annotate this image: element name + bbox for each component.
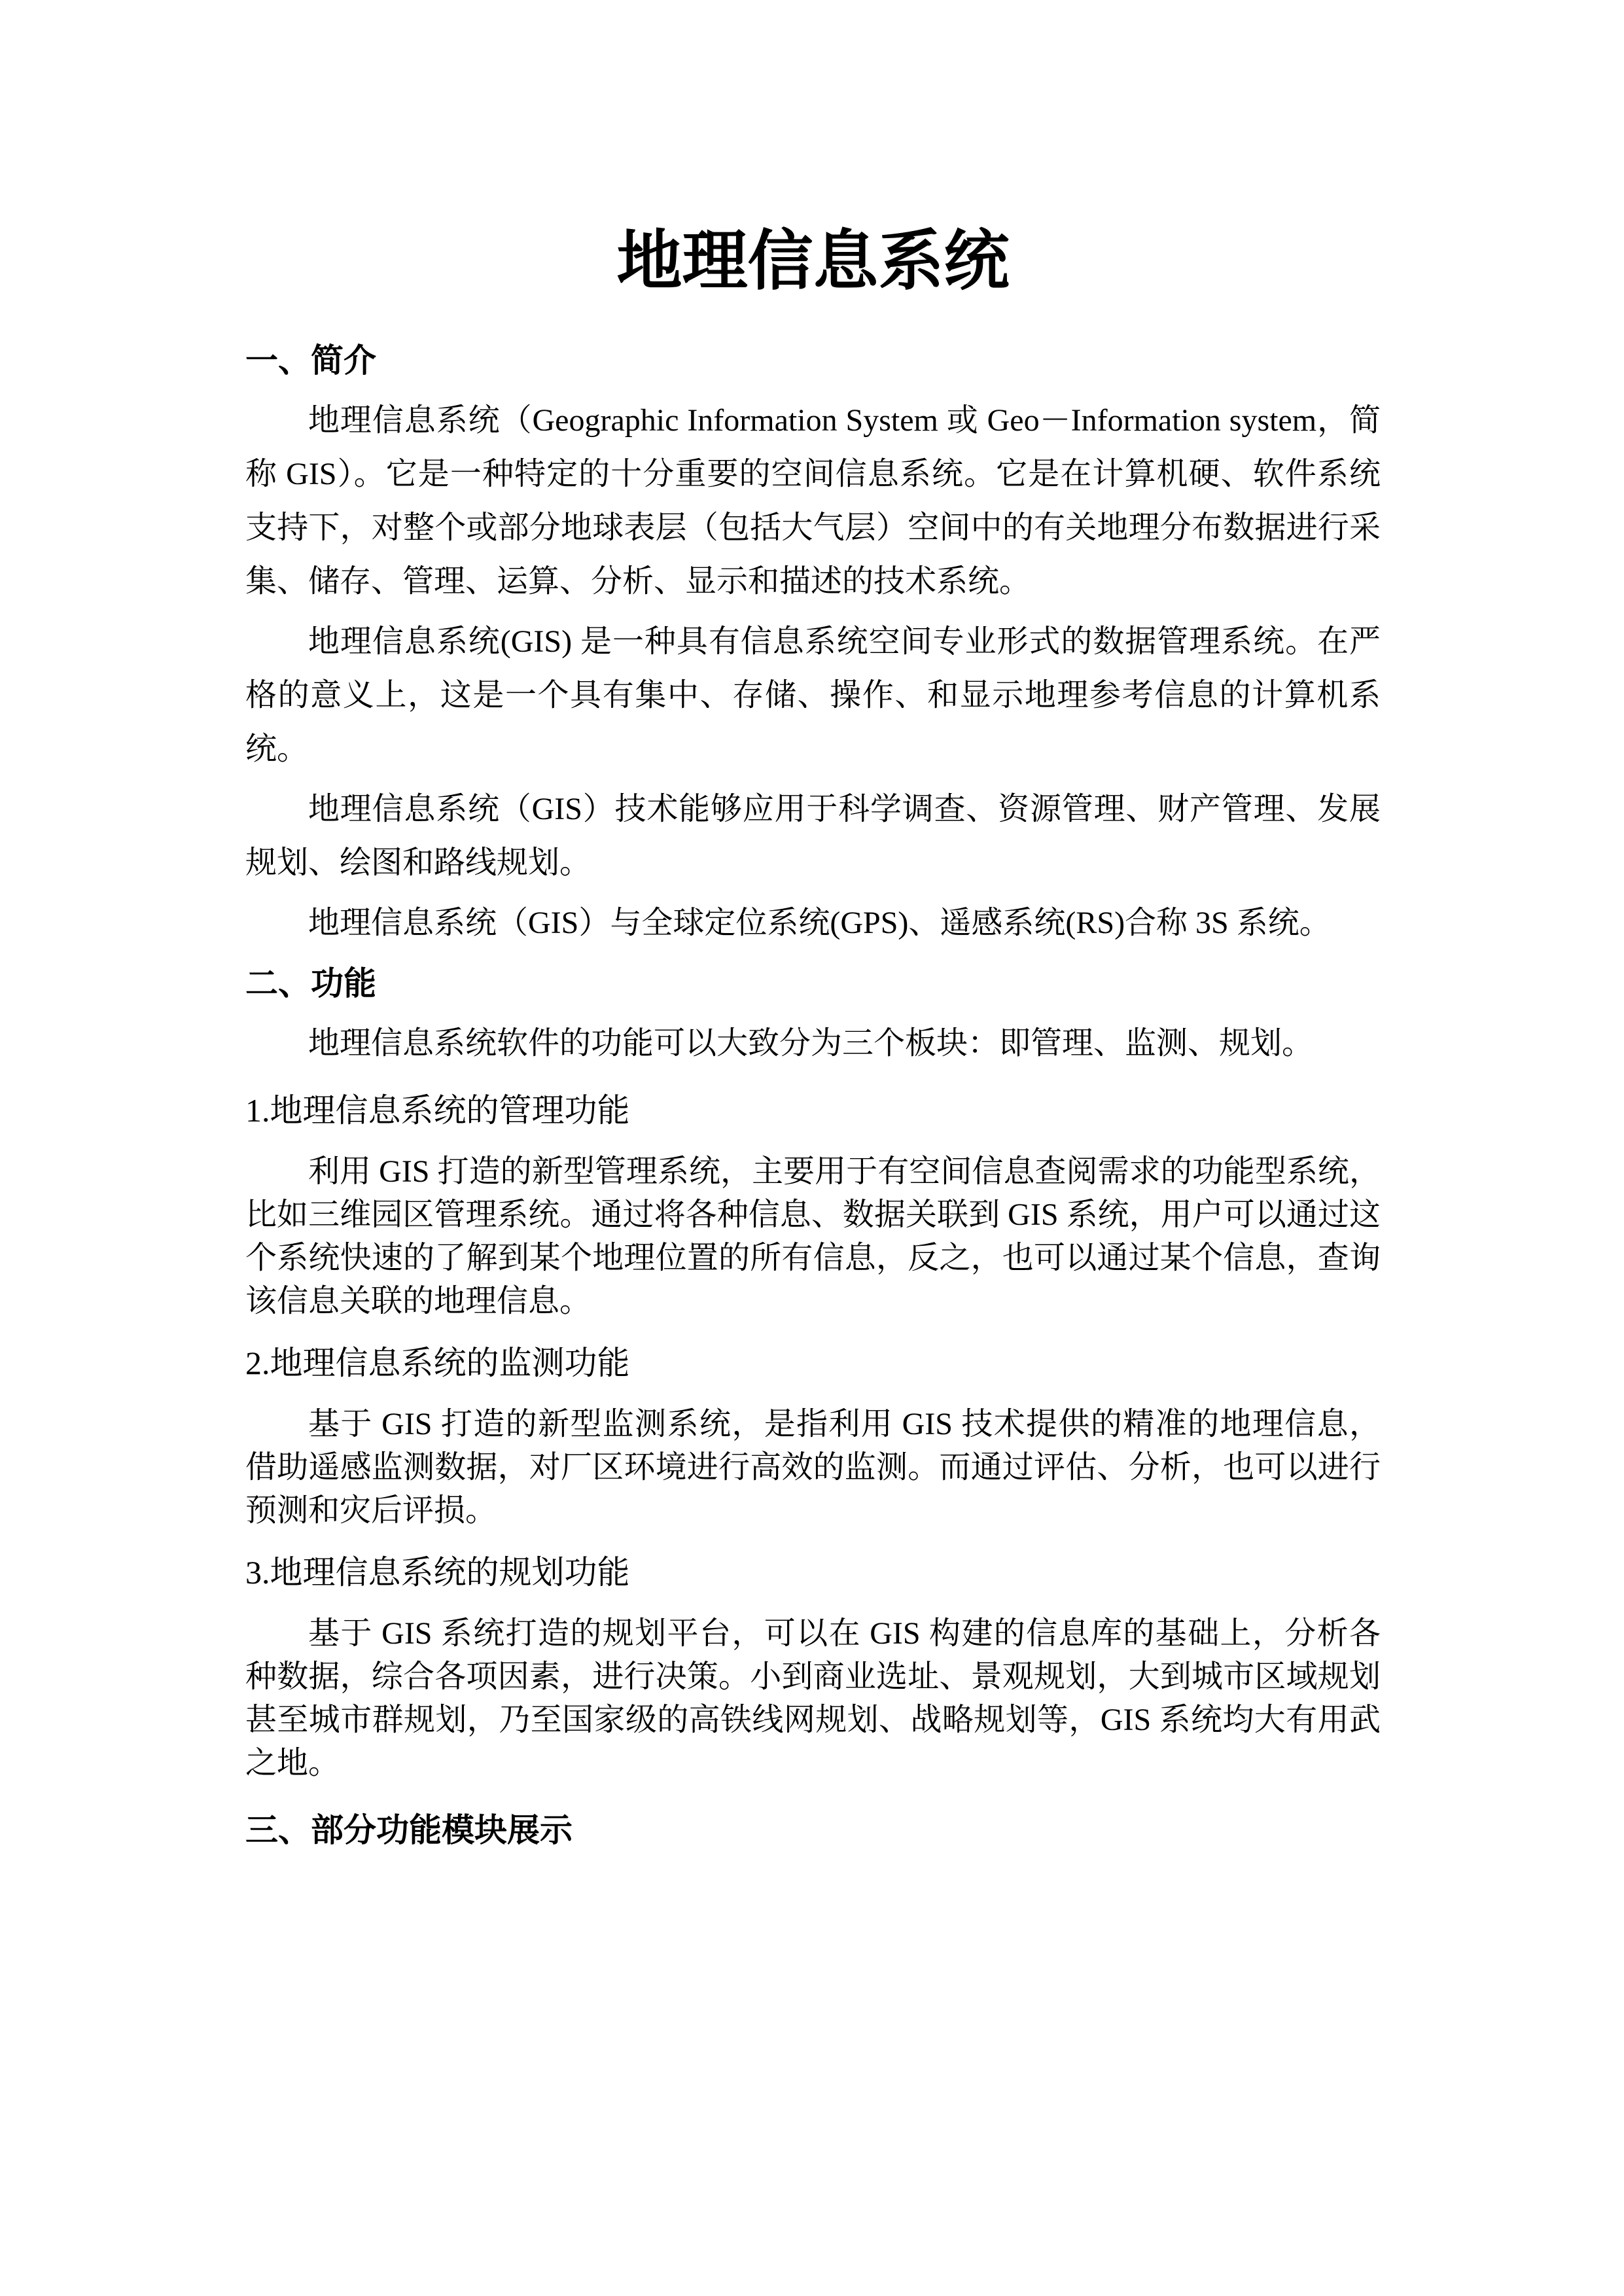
paragraph: 利用 GIS 打造的新型管理系统，主要用于有空间信息查阅需求的功能型系统，比如三维园区管理系统。通过将各种信息、数据关联到 GIS 系统，用户可以通过这个系统快速的了解到某个地理位置的所有信息，反之，也可以通过某个信息，查询该信息关联的地理信息。 — [245, 1154, 1381, 1318]
section-heading-modules: 三、部分功能模块展示 — [245, 1812, 573, 1848]
paragraph: 地理信息系统（GIS）与全球定位系统(GPS)、遥感系统(RS)合称 3S 系统。 — [308, 906, 1331, 940]
paragraph: 基于 GIS 打造的新型监测系统，是指利用 GIS 技术提供的精准的地理信息，借助遥感监测数据，对厂区环境进行高效的监测。而通过评估、分析，也可以进行预测和灾后评损。 — [245, 1407, 1381, 1528]
subsection-heading-monitoring: 2.地理信息系统的监测功能 — [245, 1345, 630, 1381]
subsection-planning — [245, 1551, 1381, 1785]
subsection-monitoring — [245, 1341, 1381, 1532]
section-intro — [245, 334, 1381, 950]
section-modules — [245, 1803, 1381, 1857]
section-heading-intro: 一、简介 — [245, 342, 376, 379]
subsection-heading-planning: 3.地理信息系统的规划功能 — [245, 1554, 630, 1591]
paragraph: 地理信息系统(GIS) 是一种具有信息系统空间专业形式的数据管理系统。在严格的意义上，这是一个具有集中、存储、操作、和显示地理参考信息的计算机系统。 — [245, 624, 1381, 766]
section-functions — [245, 957, 1381, 1785]
paragraph: 地理信息系统（GIS）技术能够应用于科学调查、资源管理、财产管理、发展规划、绘图和路线规划。 — [245, 792, 1381, 880]
paragraph: 地理信息系统软件的功能可以大致分为三个板块：即管理、监测、规划。 — [308, 1026, 1314, 1061]
paragraph: 地理信息系统（Geographic Information System 或 Geo－Information system，简称 GIS）。它是一种特定的十分重要的空间信息系统。它是在计算机硬、软件系统支持下，对整个或部分地球表层（包括大气层）空间中的有关地理分布数据进行采集、储存、管理、运算、分析、显示和描述的技术系统。 — [245, 403, 1381, 599]
subsection-management — [245, 1089, 1381, 1323]
document-title: 地理信息系统 — [616, 225, 1010, 298]
paragraph: 基于 GIS 系统打造的规划平台，可以在 GIS 构建的信息库的基础上，分析各种数据，综合各项因素，进行决策。小到商业选址、景观规划，大到城市区域规划甚至城市群规划，乃至国家级的高铁线网规划、战略规划等，GIS 系统均大有用武之地。 — [245, 1616, 1381, 1780]
section-heading-functions: 二、功能 — [245, 965, 376, 1002]
subsection-heading-management: 1.地理信息系统的管理功能 — [245, 1092, 630, 1129]
